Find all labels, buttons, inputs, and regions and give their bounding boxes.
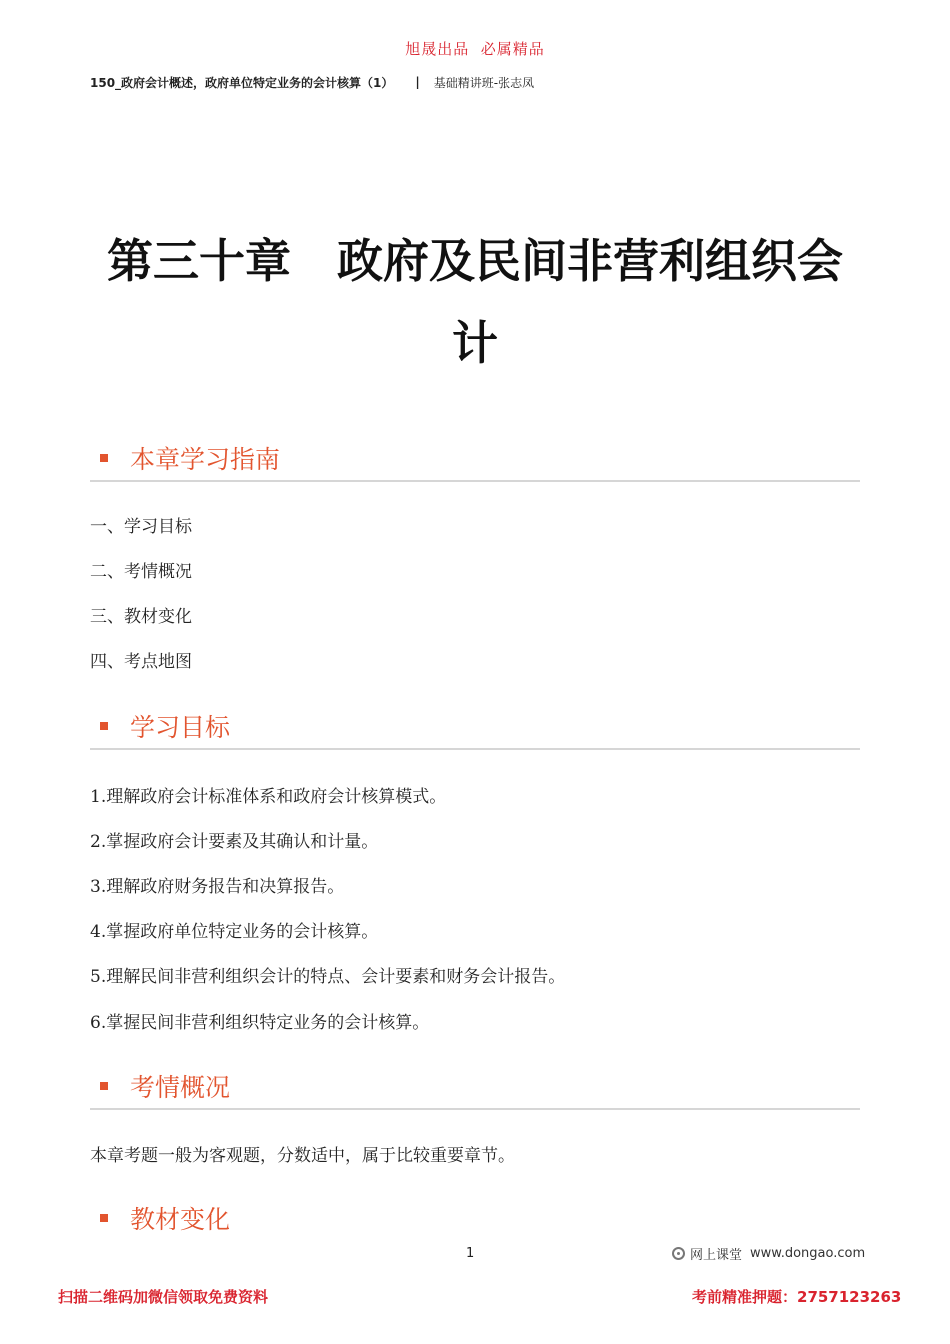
- square-bullet-icon: [100, 1082, 108, 1090]
- list-item: 4.掌握政府单位特定业务的会计核算。: [90, 922, 379, 942]
- section-title: 学习目标: [130, 713, 231, 742]
- promo-left: 扫描二维码加微信领取免费资料: [58, 1288, 269, 1306]
- list-item: 6.掌握民间非营利组织特定业务的会计核算。: [90, 1013, 430, 1033]
- section-title: 考情概况: [130, 1073, 231, 1102]
- header-separator: |: [415, 75, 420, 89]
- instructor-name: 基础精讲班-张志凤: [433, 75, 535, 90]
- list-item: 2.掌握政府会计要素及其确认和计量。: [90, 832, 379, 852]
- square-bullet-icon: [100, 722, 108, 730]
- list-item: 一、学习目标: [90, 517, 192, 537]
- top-banner: 旭晟出品 必属精品: [405, 40, 545, 58]
- square-bullet-icon: [100, 454, 108, 462]
- list-item: 3.理解政府财务报告和决算报告。: [90, 877, 345, 897]
- section-header-objectives: [90, 704, 860, 750]
- course-title: 150_政府会计概述，政府单位特定业务的会计核算（1）: [90, 75, 394, 90]
- list-item: 二、考情概况: [90, 562, 192, 582]
- section-title: 本章学习指南: [130, 445, 281, 474]
- brand-url[interactable]: www.dongao.com: [750, 1246, 866, 1261]
- promo-right: 考前精准押题：2757123263: [692, 1288, 902, 1306]
- square-bullet-icon: [100, 1214, 108, 1222]
- paragraph: 本章考题一般为客观题，分数适中，属于比较重要章节。: [90, 1146, 515, 1166]
- brand-name: 网上课堂: [690, 1248, 743, 1263]
- list-item: 5.理解民间非营利组织会计的特点、会计要素和财务会计报告。: [90, 967, 566, 987]
- footer-brand: [672, 1244, 865, 1263]
- section-header-guide: [90, 436, 860, 482]
- section-header-textbook-changes: [90, 1196, 860, 1240]
- list-item: 1.理解政府会计标准体系和政府会计核算模式。: [90, 787, 447, 807]
- list-item: 四、考点地图: [90, 652, 192, 672]
- chapter-title: 第三十章 政府及民间非营利组织会计: [107, 234, 843, 370]
- brand-logo-icon: [672, 1247, 685, 1260]
- page-number: 1: [466, 1246, 475, 1261]
- section-header-exam-overview: [90, 1064, 860, 1110]
- document-header: [90, 72, 534, 92]
- section-title: 教材变化: [130, 1205, 231, 1234]
- list-item: 三、教材变化: [90, 607, 192, 627]
